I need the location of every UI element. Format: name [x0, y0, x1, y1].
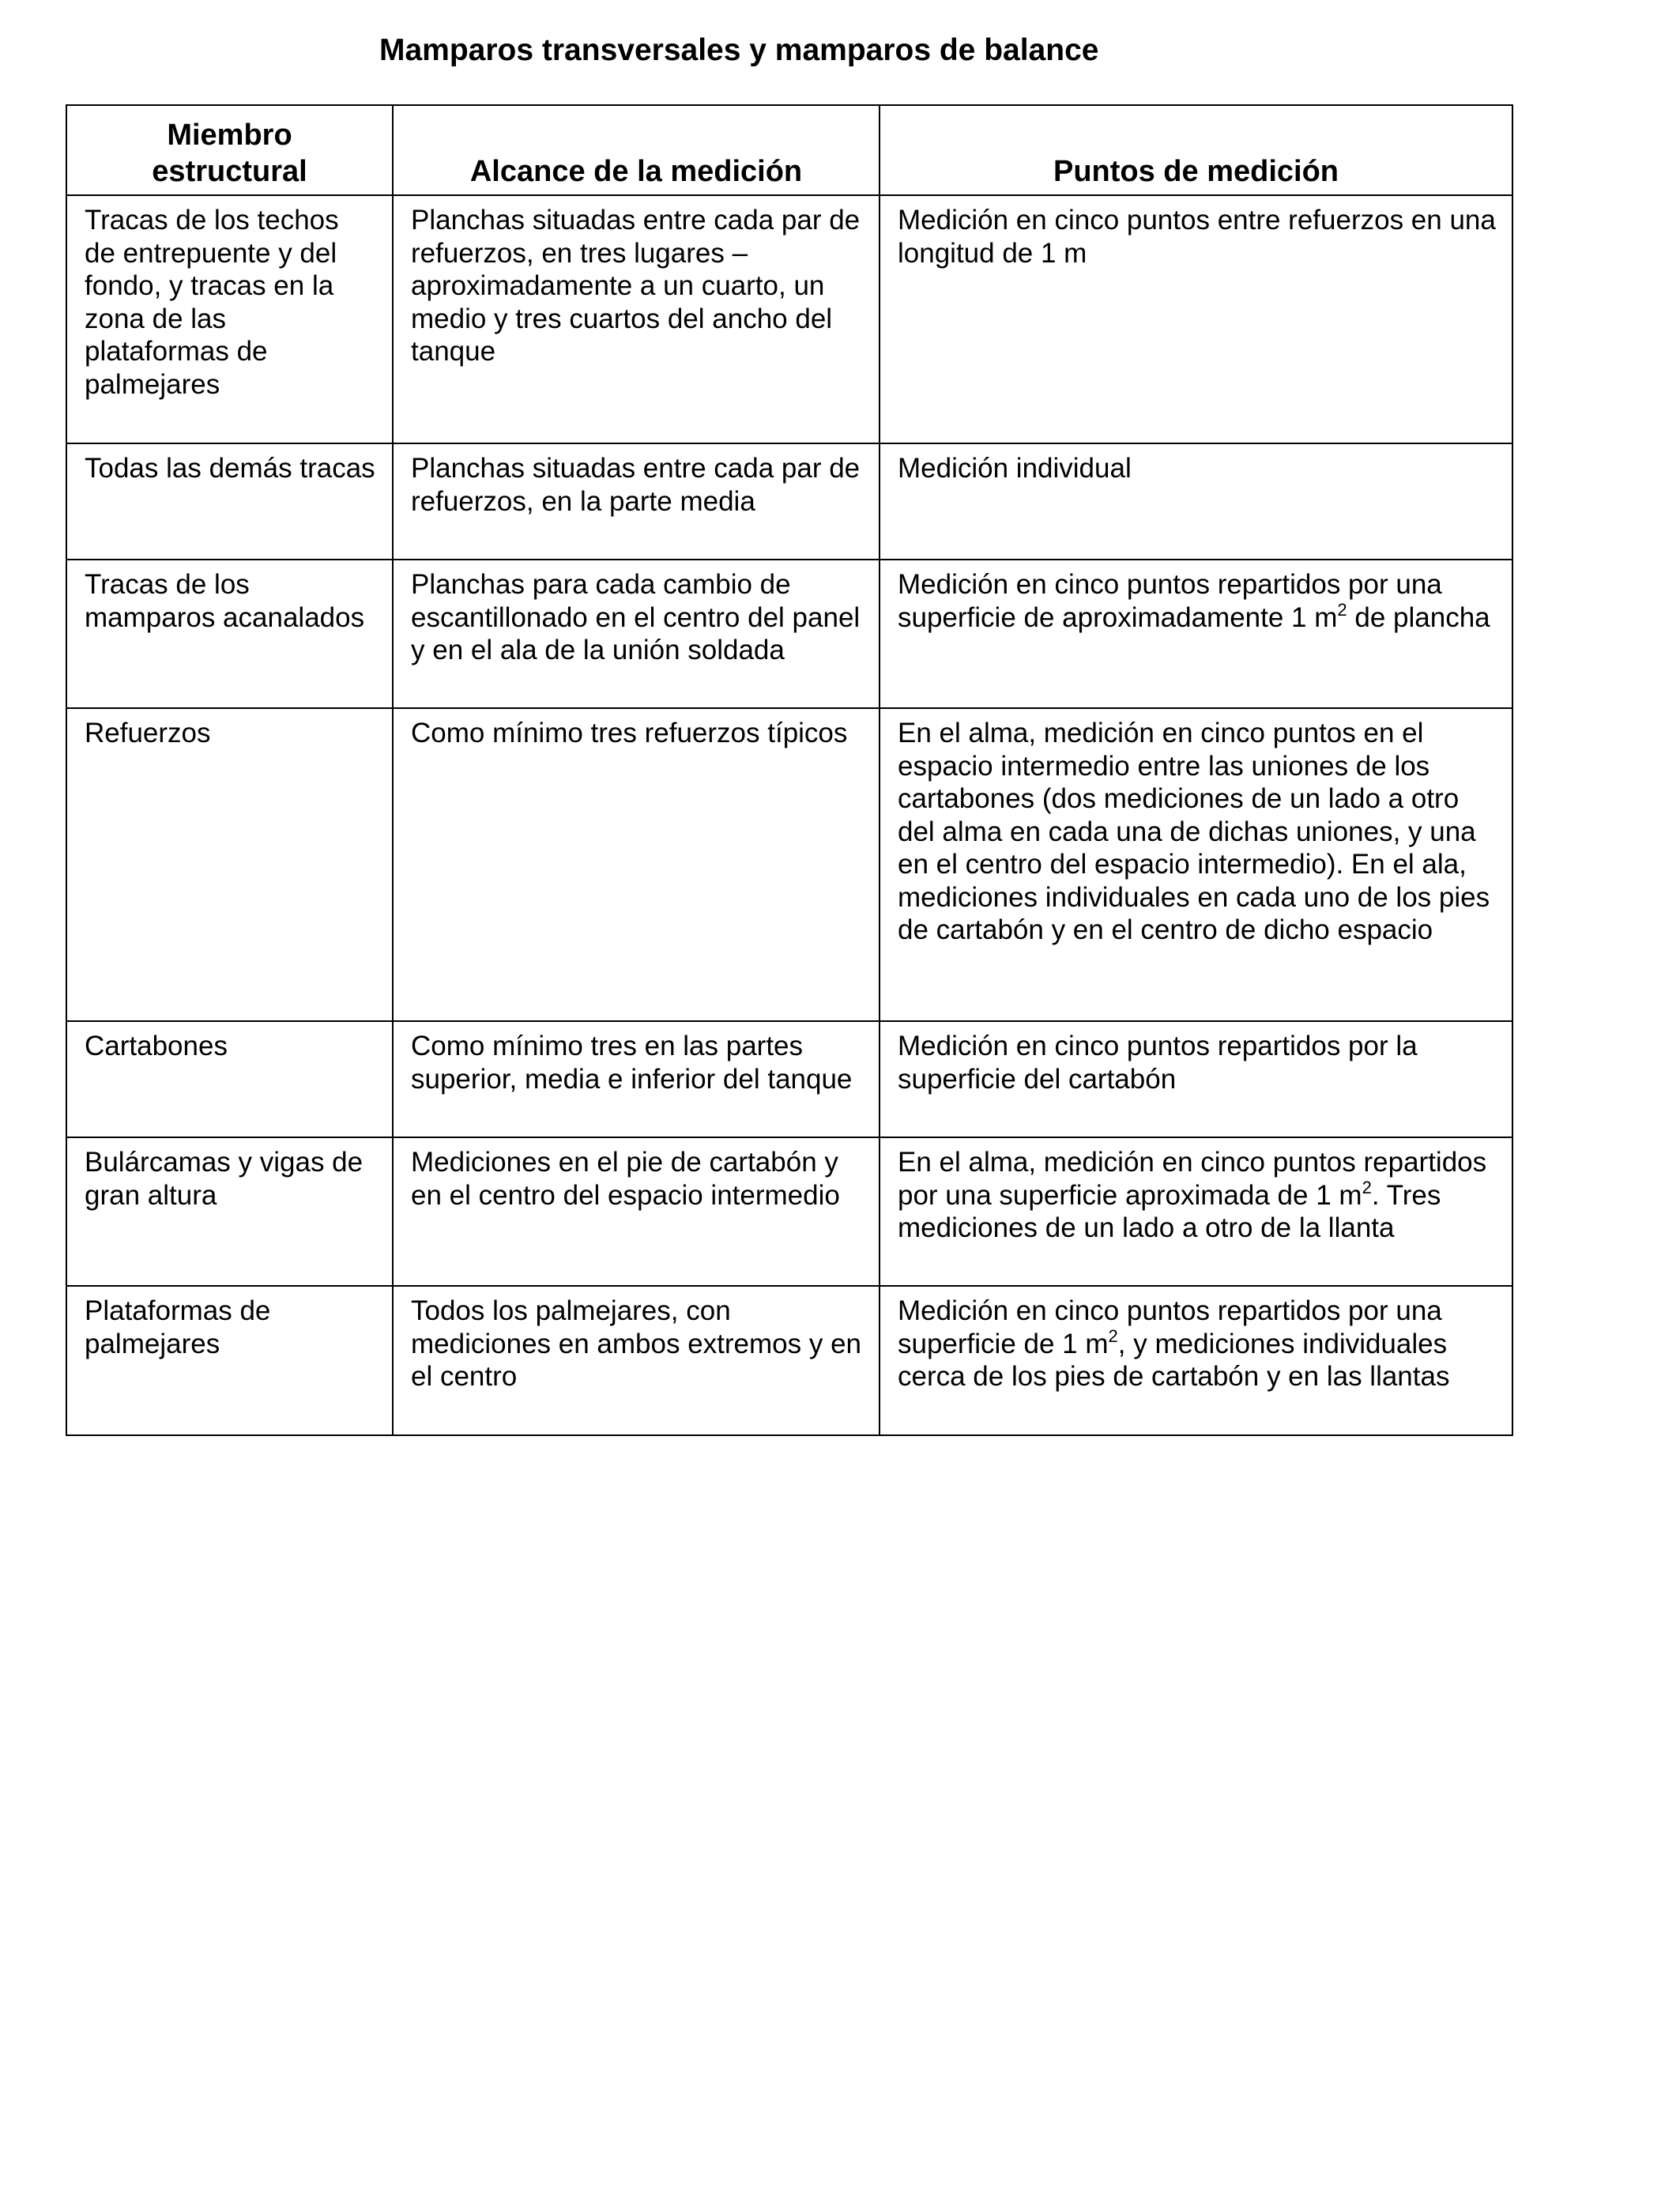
cell-member: Tracas de los techos de entrepuente y del fondo, y tracas en la zona de las plataformas de palmejares: [66, 195, 393, 443]
header-measurement-scope: Alcance de la medición: [393, 105, 880, 195]
cell-scope: Mediciones en el pie de cartabón y en el centro del espacio intermedio: [393, 1137, 880, 1286]
header-measurement-points: Puntos de medición: [880, 105, 1512, 195]
points-text: . Tres mediciones de un lado a otro de la llanta: [898, 1179, 1441, 1243]
header-structural-member: Miembro estructural: [66, 105, 393, 195]
cell-scope: Como mínimo tres refuerzos típicos: [393, 708, 880, 1021]
points-text: Medición en cinco puntos repartidos por una superficie de aproximadamente 1 m: [898, 569, 1442, 633]
cell-points: Medición individual: [880, 443, 1512, 560]
table-row: [66, 1286, 1512, 1435]
cell-scope: Planchas para cada cambio de escantillonado en el centro del panel y en el ala de la unión soldada: [393, 560, 880, 708]
points-text: de plancha: [1347, 601, 1490, 633]
points-text: , y mediciones individuales cerca de los pies de cartabón y en las llantas: [898, 1328, 1450, 1392]
table-row: [66, 443, 1512, 560]
cell-points: [880, 1286, 1512, 1435]
measurement-table: [66, 104, 1513, 1436]
cell-member: Refuerzos: [66, 708, 393, 1021]
cell-member: Cartabones: [66, 1021, 393, 1137]
cell-member: Todas las demás tracas: [66, 443, 393, 560]
cell-scope: Planchas situadas entre cada par de refuerzos, en la parte media: [393, 443, 880, 560]
cell-scope: Como mínimo tres en las partes superior, media e inferior del tanque: [393, 1021, 880, 1137]
cell-points: [880, 1137, 1512, 1286]
superscript: 2: [1337, 599, 1347, 620]
cell-member: Tracas de los mamparos acanalados: [66, 560, 393, 708]
cell-points: Medición en cinco puntos entre refuerzos en una longitud de 1 m: [880, 195, 1512, 443]
cell-scope: Todos los palmejares, con mediciones en ambos extremos y en el centro: [393, 1286, 880, 1435]
table-row: [66, 708, 1512, 1021]
table-row: [66, 195, 1512, 443]
cell-points: [880, 560, 1512, 708]
superscript: 2: [1108, 1325, 1118, 1346]
points-text: Medición en cinco puntos repartidos por una superficie de 1 m: [898, 1295, 1442, 1359]
table-row: [66, 1021, 1512, 1137]
table-header-row: [66, 105, 1512, 195]
cell-points: Medición en cinco puntos repartidos por la superficie del cartabón: [880, 1021, 1512, 1137]
points-text: En el alma, medición en cinco puntos repartidos por una superficie aproximada de 1 m: [898, 1147, 1487, 1211]
cell-member: Bulárcamas y vigas de gran altura: [66, 1137, 393, 1286]
cell-points: En el alma, medición en cinco puntos en el espacio intermedio entre las uniones de los cartabones (dos mediciones de un lado a otro del alma en cada una de dichas uniones, y una en el centro del espacio intermedio). En el ala, mediciones individuales en cada uno de los pies de cartabón y en el centro de dicho espacio: [880, 708, 1512, 1021]
cell-member: Plataformas de palmejares: [66, 1286, 393, 1435]
page-title: Mamparos transversales y mamparos de balance: [379, 33, 1099, 67]
cell-scope: Planchas situadas entre cada par de refuerzos, en tres lugares – aproximadamente a un cuarto, un medio y tres cuartos del ancho del tanque: [393, 195, 880, 443]
table-row: [66, 1137, 1512, 1286]
table-row: [66, 560, 1512, 708]
superscript: 2: [1362, 1177, 1372, 1197]
